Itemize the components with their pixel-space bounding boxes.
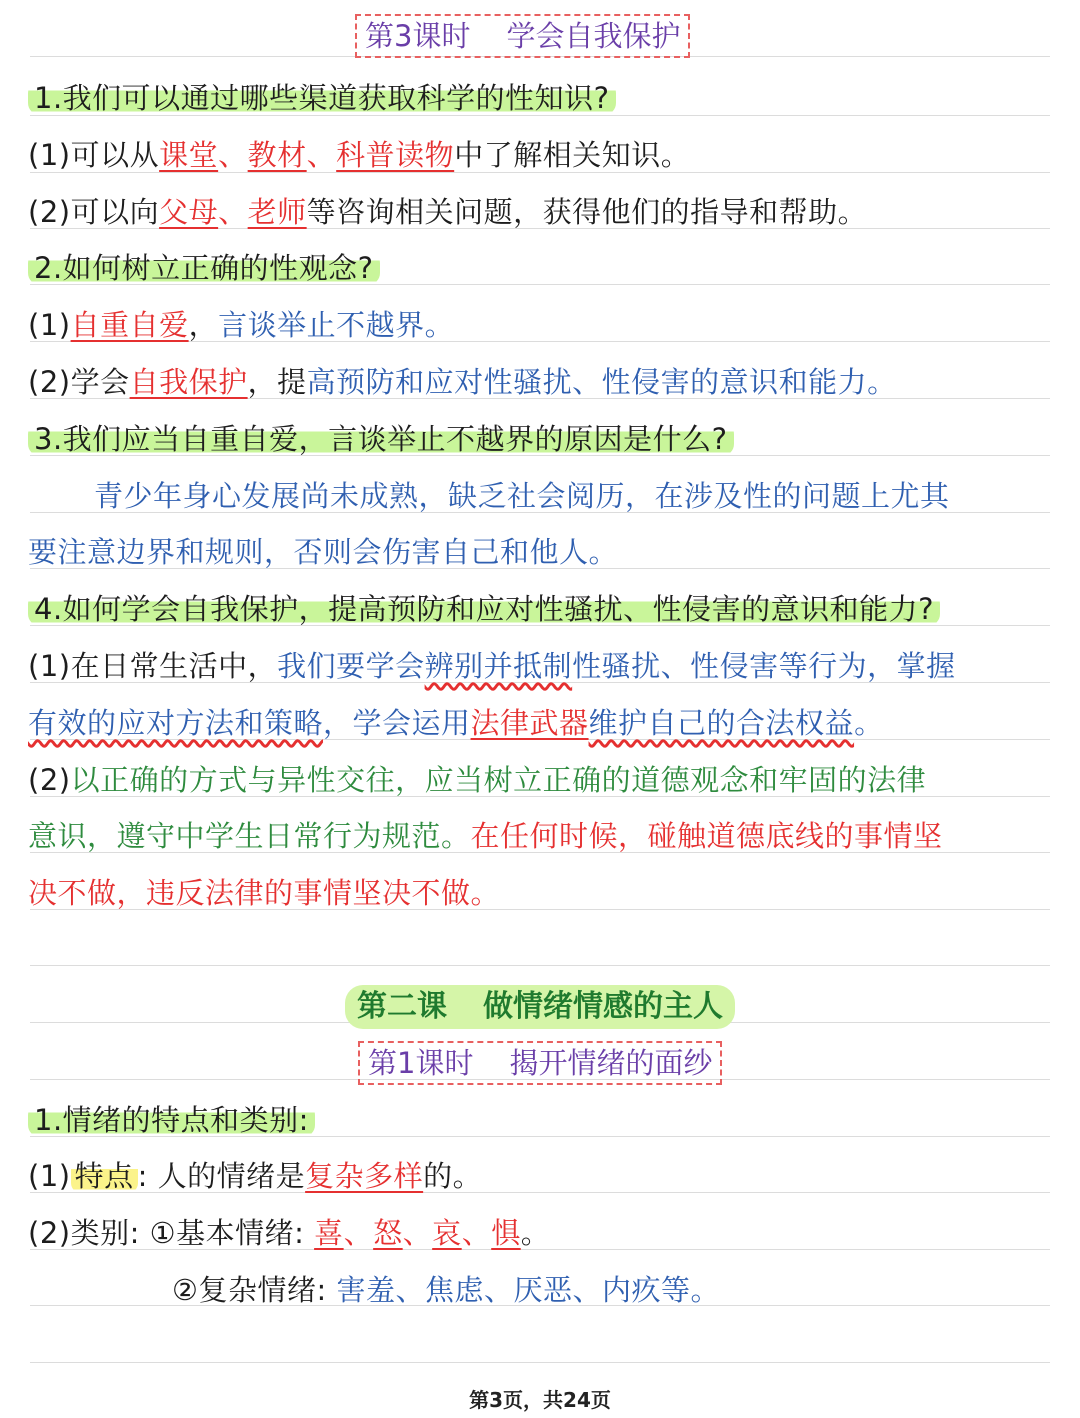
separator: 、: [218, 195, 248, 229]
separator: 、: [306, 138, 337, 172]
answer-text: 以正确的方式与异性交往，应当树立正确的道德观念和牢固的法律: [70, 763, 927, 797]
lesson-number: 第1课时: [368, 1046, 474, 1080]
keyword: 惧: [491, 1216, 521, 1250]
answer-e1-3: [172, 1270, 1080, 1310]
lesson-number: 第3课时: [365, 19, 471, 53]
answer-4-2-line-1: [28, 760, 1058, 800]
answer-text: 在日常生活中，: [70, 649, 278, 683]
keyword: 怒: [373, 1216, 403, 1250]
keyword: 哀: [432, 1216, 462, 1250]
answer-e1-1: [28, 1156, 1058, 1196]
separator: 、: [343, 1216, 374, 1250]
answer-text: 人的情绪是: [157, 1159, 306, 1193]
answer-3-line-1: 青少年身心发展尚未成熟，缺乏社会阅历，在涉及性的问题上尤其: [94, 479, 950, 513]
page-number: 第3页，共24页: [469, 1388, 611, 1412]
answer-text: 高预防和应对性骚扰、性侵害的意识和能力。: [306, 365, 897, 399]
keyword: 法律武器: [470, 706, 589, 740]
question-2-title: 2.如何树立正确的性观念?: [28, 251, 380, 285]
keyword: 教材: [247, 138, 307, 172]
label: 类别: [70, 1216, 130, 1250]
label: 特点: [71, 1159, 138, 1193]
question-4: [28, 589, 1058, 629]
answer-text: 。: [520, 1216, 551, 1250]
item-number: (1): [28, 1159, 71, 1193]
ruled-line: [30, 1362, 1050, 1363]
ruled-line: [30, 965, 1050, 966]
separator: 、: [218, 138, 248, 172]
lesson-title: 学会自我保护: [506, 19, 681, 53]
question-e1-title: 1.情绪的特点和类别:: [28, 1103, 315, 1137]
answer-text: 可以从: [70, 138, 160, 172]
separator: 、: [402, 1216, 433, 1250]
emphasis: 辨别并抵制: [424, 649, 573, 683]
answer-4-2-line-2: [28, 816, 1058, 856]
item-number: (1): [28, 138, 71, 172]
answer-3-line-2: 要注意边界和规则，否则会伤害自己和他人。: [28, 535, 619, 569]
answer-text: ，学会运用: [323, 706, 471, 740]
colon: :: [137, 1159, 148, 1193]
emphasis: 有效的应对方法和策略: [28, 706, 324, 740]
lesson-heading: [355, 14, 690, 58]
question-3-title: 3.我们应当自重自爱，言谈举止不越界的原因是什么?: [28, 422, 734, 456]
answer-text: 性骚扰、性侵害等行为，掌握: [572, 649, 956, 683]
answer-1-1: [28, 135, 1058, 175]
answer-text: 意识，遵守中学生日常行为规范。: [28, 819, 471, 853]
chapter-heading: [345, 985, 735, 1029]
chapter-title: 做情绪情感的主人: [483, 989, 723, 1024]
keyword: 自我保护: [129, 365, 248, 399]
emphasis: 维护自己的合法权益: [588, 706, 855, 740]
answer-text: 学会: [70, 365, 130, 399]
question-2: [28, 248, 1058, 288]
question-e1: [28, 1100, 1058, 1140]
lesson-heading: [358, 1041, 722, 1085]
answer-text: ，提: [247, 365, 307, 399]
keyword: 科普读物: [336, 138, 455, 172]
item-number: (2): [28, 195, 71, 229]
keyword: 父母: [159, 195, 219, 229]
answer-text: 可以向: [70, 195, 160, 229]
question-4-title: 4.如何学会自我保护，提高预防和应对性骚扰、性侵害的意识和能力?: [28, 592, 940, 626]
answer-text: 。: [854, 706, 884, 740]
answer-4-1-line-2: [28, 703, 1058, 743]
colon: :: [129, 1216, 140, 1250]
answer-2-1: [28, 305, 1058, 345]
answer-text: 的。: [423, 1159, 483, 1193]
item-number: (1): [28, 649, 71, 683]
answer-text: 害羞、焦虑、厌恶、内疚等。: [336, 1273, 721, 1307]
category: ②复杂情绪:: [172, 1273, 327, 1307]
question-1-title: 1.我们可以通过哪些渠道获取科学的性知识?: [28, 81, 616, 115]
question-1: [28, 78, 1058, 118]
separator: 、: [461, 1216, 492, 1250]
item-number: (2): [28, 365, 71, 399]
item-number: (2): [28, 1216, 71, 1250]
keyword: 自重自爱: [70, 308, 189, 342]
item-number: (2): [28, 763, 71, 797]
keyword: 喜: [314, 1216, 344, 1250]
answer-text: 我们要学会: [277, 649, 425, 683]
keyword: 课堂: [159, 138, 219, 172]
question-3: [28, 419, 1058, 459]
item-number: (1): [28, 308, 71, 342]
answer-4-2-line-3: 决不做，违反法律的事情坚决不做。: [28, 876, 501, 910]
answer-text: ，: [188, 308, 219, 342]
chapter-number: 第二课: [357, 989, 447, 1024]
answer-2-2: [28, 362, 1058, 402]
answer-4-1-line-1: [28, 646, 1058, 686]
keyword: 老师: [247, 195, 307, 229]
answer-e1-2: [28, 1213, 1058, 1253]
answer-text: 中了解相关知识。: [454, 138, 691, 172]
answer-text: 等咨询相关问题，获得他们的指导和帮助。: [306, 195, 868, 229]
answer-text: 在任何时候，碰触道德底线的事情坚: [470, 819, 943, 853]
answer-text: 言谈举止不越界。: [218, 308, 455, 342]
category: ①基本情绪:: [149, 1216, 305, 1250]
answer-1-2: [28, 192, 1058, 232]
keyword: 复杂多样: [305, 1159, 424, 1193]
lesson-title: 揭开情绪的面纱: [509, 1046, 713, 1080]
